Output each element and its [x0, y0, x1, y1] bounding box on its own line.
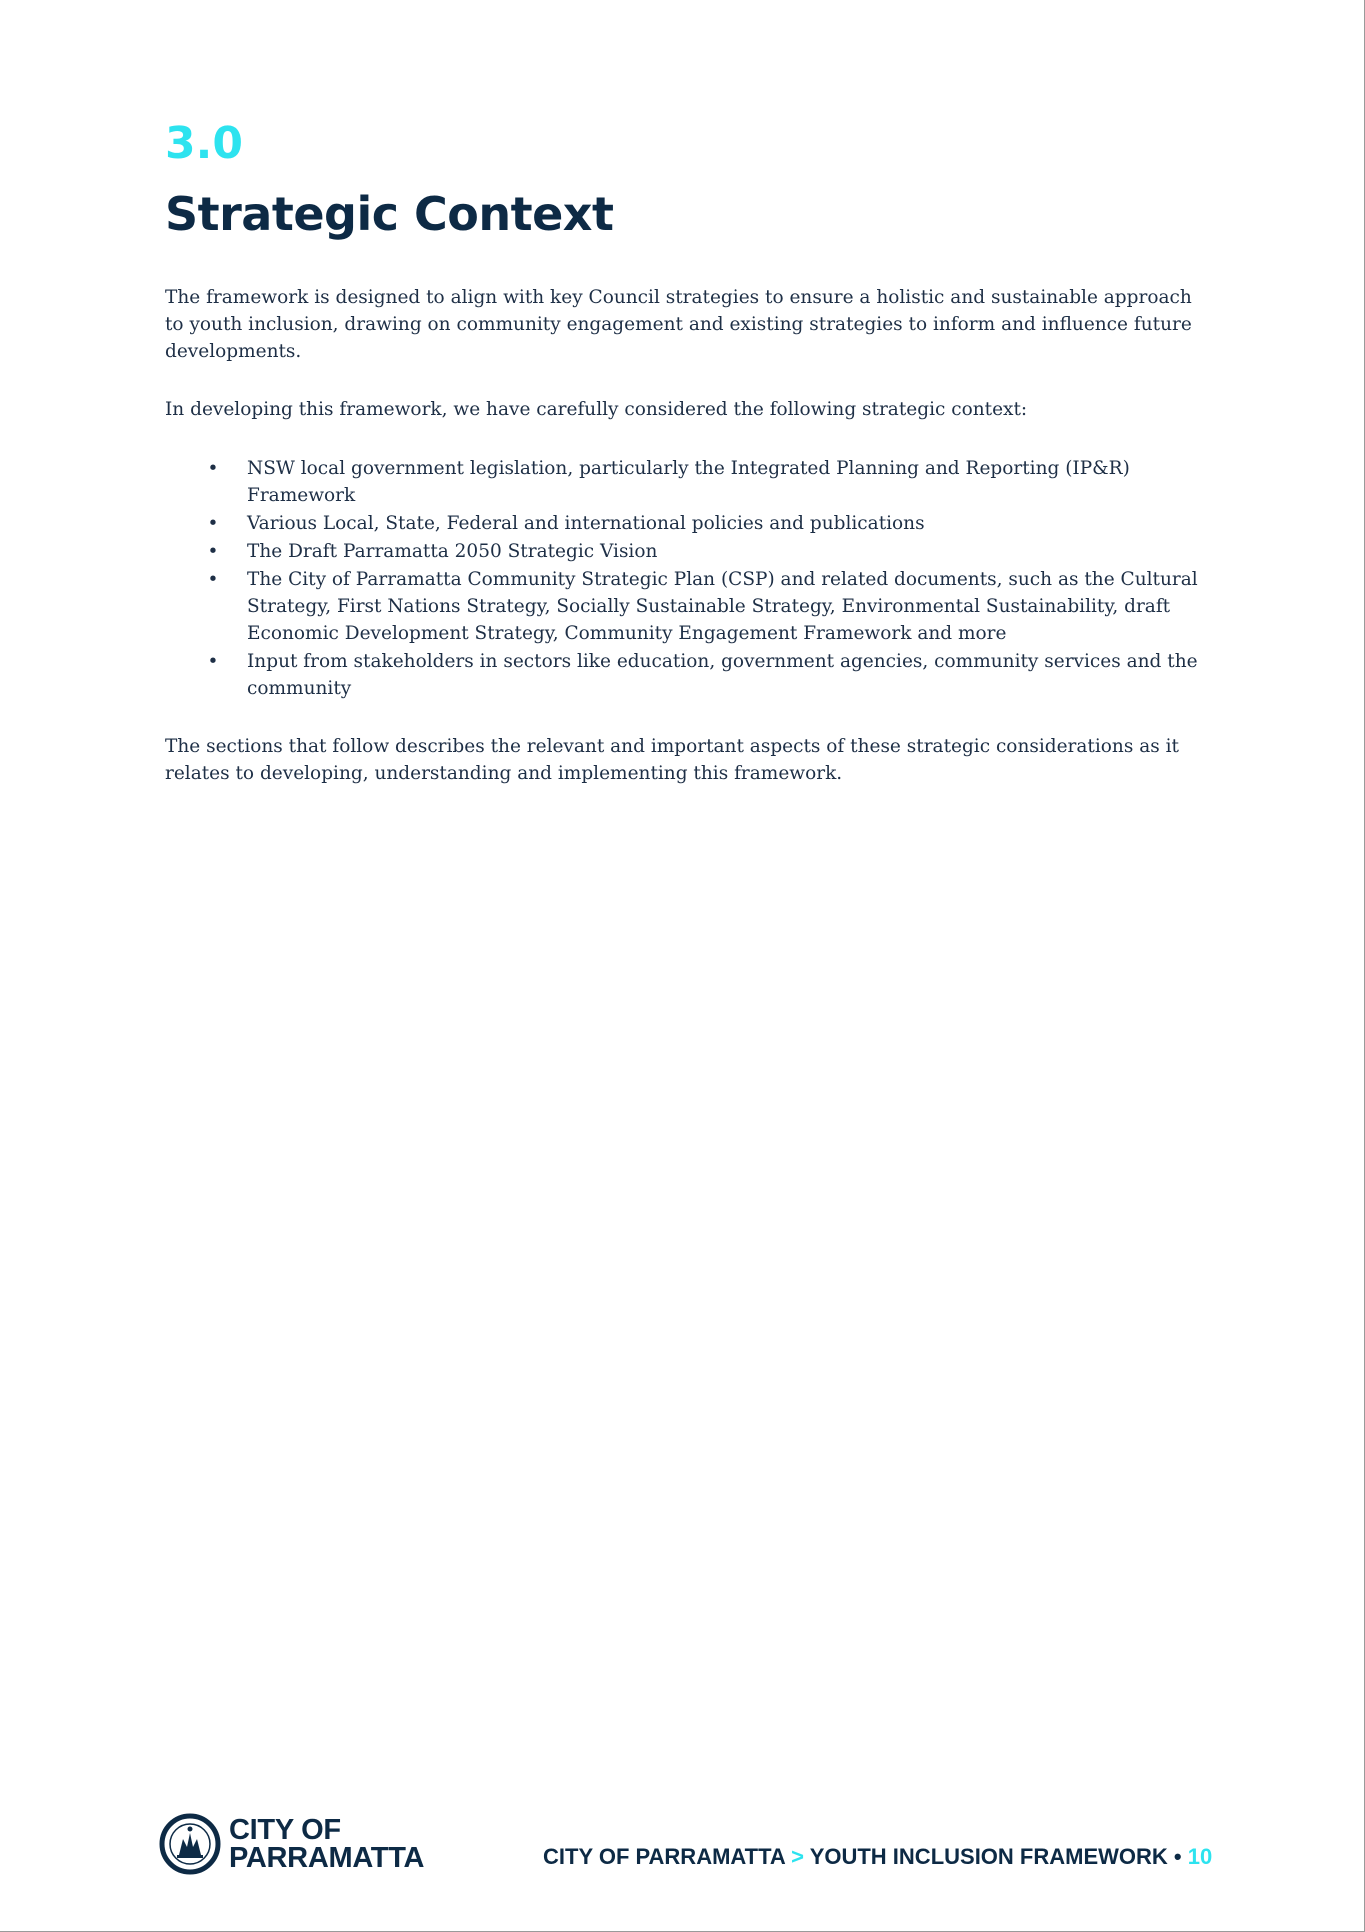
- list-item: [165, 538, 1205, 565]
- list-item-text: Various Local, State, Federal and international policies and publications: [247, 513, 925, 534]
- list-item: [165, 510, 1205, 537]
- list-item-text: The Draft Parramatta 2050 Strategic Vision: [247, 541, 658, 562]
- section-title: Strategic Context: [165, 187, 614, 241]
- bullet-icon: •: [207, 651, 219, 672]
- logo-wordmark: [229, 1816, 424, 1872]
- bullet-icon: •: [207, 513, 219, 534]
- city-seal-icon: [159, 1813, 221, 1875]
- list-item-text: NSW local government legislation, particularly the Integrated Planning and Reporting (IP&R) Framework: [247, 458, 1130, 506]
- list-item-text: The City of Parramatta Community Strategic Plan (CSP) and related documents, such as the Cultural Strategy, First Nations Strategy, Socially Sustainable Strategy, Environmental Sustainability, draft Economic Development Strategy, Community Engagement Framework and more: [247, 569, 1198, 644]
- logo-line-1: CITY OF: [229, 1814, 341, 1846]
- list-item-text: Input from stakeholders in sectors like education, government agencies, community services and the community: [247, 651, 1198, 699]
- logo-line-2: PARRAMATTA: [229, 1842, 425, 1874]
- page-number: 10: [1187, 1844, 1213, 1869]
- bullet-icon: •: [207, 458, 219, 479]
- strategic-context-list: [165, 455, 1205, 702]
- section-number: 3.0: [165, 118, 243, 169]
- bullet-icon: •: [207, 541, 219, 562]
- bullet-icon: •: [207, 569, 219, 590]
- lead-in-paragraph: In developing this framework, we have carefully considered the following strategic context:: [165, 399, 1028, 420]
- list-item: [165, 566, 1205, 647]
- footer-doc-title: YOUTH INCLUSION FRAMEWORK: [809, 1844, 1168, 1869]
- running-footer: [543, 1844, 1212, 1870]
- closing-paragraph: The sections that follow describes the relevant and important aspects of these strategic considerations as it relates to developing, understanding and implementing this framework.: [165, 736, 1179, 784]
- footer-separator: >: [791, 1844, 804, 1869]
- footer-dot: •: [1173, 1844, 1182, 1869]
- list-item: [165, 648, 1205, 702]
- intro-paragraph: The framework is designed to align with key Council strategies to ensure a holistic and sustainable approach to youth inclusion, drawing on community engagement and existing strategies to inform and influence future developments.: [165, 287, 1192, 362]
- city-logo: [159, 1813, 424, 1875]
- list-item: [165, 455, 1205, 509]
- footer-org: CITY OF PARRAMATTA: [543, 1844, 785, 1869]
- page-content: [165, 118, 1205, 787]
